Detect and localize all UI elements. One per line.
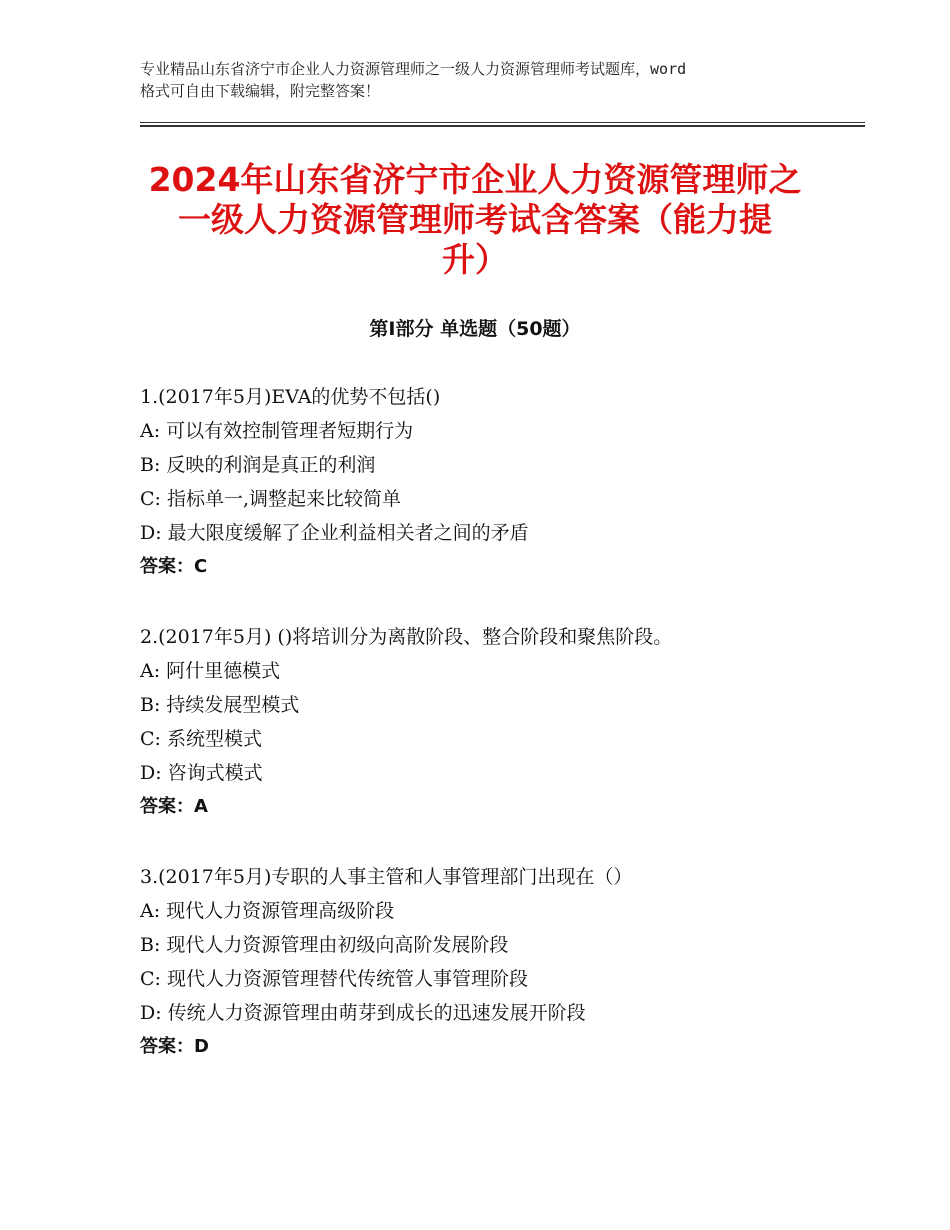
header-divider-thick [140, 125, 865, 127]
option-a: A: 可以有效控制管理者短期行为 [140, 420, 414, 442]
answer: 答案：D [140, 1036, 209, 1057]
option-b: B: 现代人力资源管理由初级向高阶发展阶段 [140, 934, 509, 956]
option-d: D: 最大限度缓解了企业利益相关者之间的矛盾 [140, 522, 529, 544]
title-line-1: 2024年山东省济宁市企业人力资源管理师之 [148, 160, 802, 199]
title-line-2: 一级人力资源管理师考试含答案（能力提 [178, 200, 772, 239]
option-a: A: 阿什里德模式 [140, 660, 281, 682]
question-list [140, 380, 860, 1100]
option-c: C: 现代人力资源管理替代传统管人事管理阶段 [140, 968, 528, 990]
title-line-3: 升） [442, 240, 508, 279]
question-3 [140, 860, 860, 1064]
page-header [140, 58, 830, 102]
option-c: C: 指标单一,调整起来比较简单 [140, 488, 402, 510]
answer: 答案：C [140, 556, 208, 577]
section-title: 第Ⅰ部分 单选题（50题） [369, 318, 581, 340]
document-title [120, 160, 830, 280]
option-a: A: 现代人力资源管理高级阶段 [140, 900, 395, 922]
header-line-2: 格式可自由下载编辑，附完整答案！ [140, 82, 381, 100]
option-c: C: 系统型模式 [140, 728, 262, 750]
question-2 [140, 620, 860, 824]
header-divider-thin [140, 122, 865, 123]
question-stem: 1.(2017年5月)EVA的优势不包括() [140, 386, 441, 408]
option-d: D: 传统人力资源管理由萌芽到成长的迅速发展开阶段 [140, 1002, 586, 1024]
option-b: B: 持续发展型模式 [140, 694, 300, 716]
question-stem: 2.(2017年5月) ()将培训分为离散阶段、整合阶段和聚焦阶段。 [140, 626, 673, 648]
option-d: D: 咨询式模式 [140, 762, 263, 784]
question-1 [140, 380, 860, 584]
answer: 答案：A [140, 796, 208, 817]
header-line-1: 专业精品山东省济宁市企业人力资源管理师之一级人力资源管理师考试题库，word [140, 60, 687, 78]
option-b: B: 反映的利润是真正的利润 [140, 454, 376, 476]
question-stem: 3.(2017年5月)专职的人事主管和人事管理部门出现在（） [140, 866, 633, 888]
